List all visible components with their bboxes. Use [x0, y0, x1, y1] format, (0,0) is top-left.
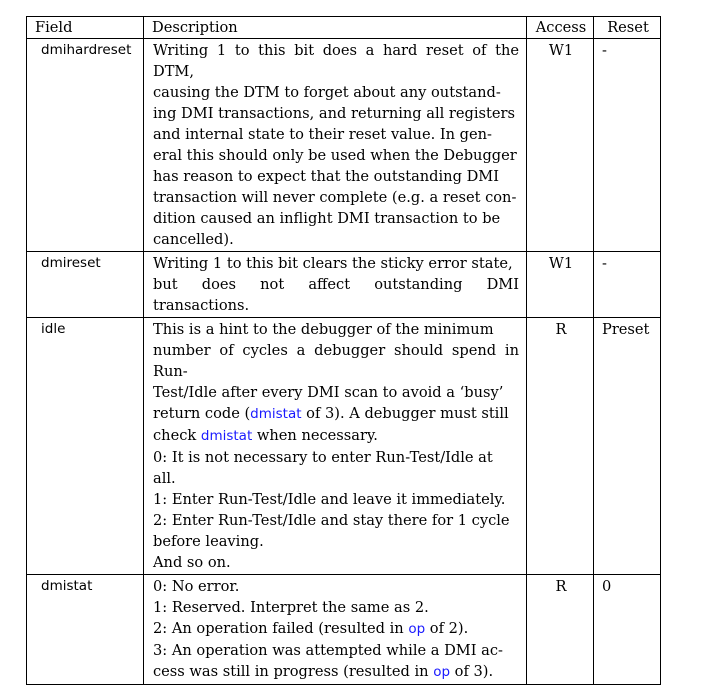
dmistat-link[interactable]: dmistat — [250, 406, 302, 422]
table-row — [27, 318, 661, 575]
field-access: R — [527, 318, 594, 575]
register-field-table — [26, 16, 661, 685]
table-row — [27, 252, 661, 318]
table-header-row — [27, 17, 661, 39]
description-line: 3: An operation was attempted while a DMI ac- — [153, 642, 503, 659]
field-access: R — [527, 575, 594, 685]
description-line: ing DMI transactions, and returning all registers — [153, 105, 516, 122]
field-access: W1 — [527, 252, 594, 318]
description-line: transaction will never complete (e.g. a reset con- — [153, 189, 517, 206]
description-line: 2: Enter Run-Test/Idle and stay there for 1 cycle — [153, 512, 510, 529]
description-line: Writing 1 to this bit does a hard reset of the DTM, — [153, 42, 519, 80]
text-fragment: when necessary. — [252, 427, 378, 444]
field-description — [144, 252, 527, 318]
description-line: number of cycles a debugger should spend in Run- — [153, 342, 519, 380]
description-line: Writing 1 to this bit clears the sticky error state, — [153, 255, 513, 272]
description-line: 0: It is not necessary to enter Run-Test/Idle at — [153, 449, 493, 466]
description-line: 1: Enter Run-Test/Idle and leave it immediately. — [153, 491, 506, 508]
description-line: This is a hint to the debugger of the minimum — [153, 321, 494, 338]
description-line: all. — [153, 470, 176, 487]
description-line: has reason to expect that the outstanding DMI — [153, 168, 499, 185]
text-fragment: return code ( — [153, 405, 251, 422]
table-row — [27, 575, 661, 685]
description-line — [153, 425, 519, 447]
field-reset: Preset — [594, 318, 661, 575]
description-line: 0: No error. — [153, 578, 240, 595]
text-fragment: of 2). — [425, 620, 469, 637]
op-link[interactable]: op — [408, 621, 426, 637]
field-reset: - — [594, 39, 661, 252]
text-fragment: cess was still in progress (resulted in — [153, 663, 434, 680]
field-name: dmireset — [27, 252, 144, 318]
description-line: causing the DTM to forget about any outstand- — [153, 84, 501, 101]
description-line: Test/Idle after every DMI scan to avoid a ‘busy’ — [153, 384, 504, 401]
text-fragment: 2: An operation failed (resulted in — [153, 620, 409, 637]
description-line: dition caused an inflight DMI transaction to be — [153, 210, 501, 227]
description-line: before leaving. — [153, 533, 264, 550]
field-reset: - — [594, 252, 661, 318]
description-line: eral this should only be used when the Debugger — [153, 147, 517, 164]
field-description — [144, 39, 527, 252]
description-line — [153, 618, 519, 640]
table-row — [27, 39, 661, 252]
header-reset: Reset — [594, 17, 661, 39]
header-description: Description — [144, 17, 527, 39]
description-line: and internal state to their reset value. In gen- — [153, 126, 492, 143]
field-name: dmistat — [27, 575, 144, 685]
description-line: And so on. — [153, 554, 231, 571]
field-name: idle — [27, 318, 144, 575]
field-reset: 0 — [594, 575, 661, 685]
header-field: Field — [27, 17, 144, 39]
description-line: 1: Reserved. Interpret the same as 2. — [153, 599, 429, 616]
field-access: W1 — [527, 39, 594, 252]
field-description — [144, 318, 527, 575]
text-fragment: of 3). — [450, 663, 494, 680]
description-line — [153, 661, 519, 683]
text-fragment: of 3). A debugger must still — [301, 405, 509, 422]
description-line: but does not affect outstanding DMI transactions. — [153, 276, 519, 314]
field-name: dmihardreset — [27, 39, 144, 252]
header-access: Access — [527, 17, 594, 39]
op-link[interactable]: op — [433, 664, 451, 680]
dmistat-link[interactable]: dmistat — [200, 428, 253, 444]
description-line — [153, 403, 519, 425]
text-fragment: check — [153, 427, 201, 444]
description-line: cancelled). — [153, 231, 234, 248]
field-description — [144, 575, 527, 685]
